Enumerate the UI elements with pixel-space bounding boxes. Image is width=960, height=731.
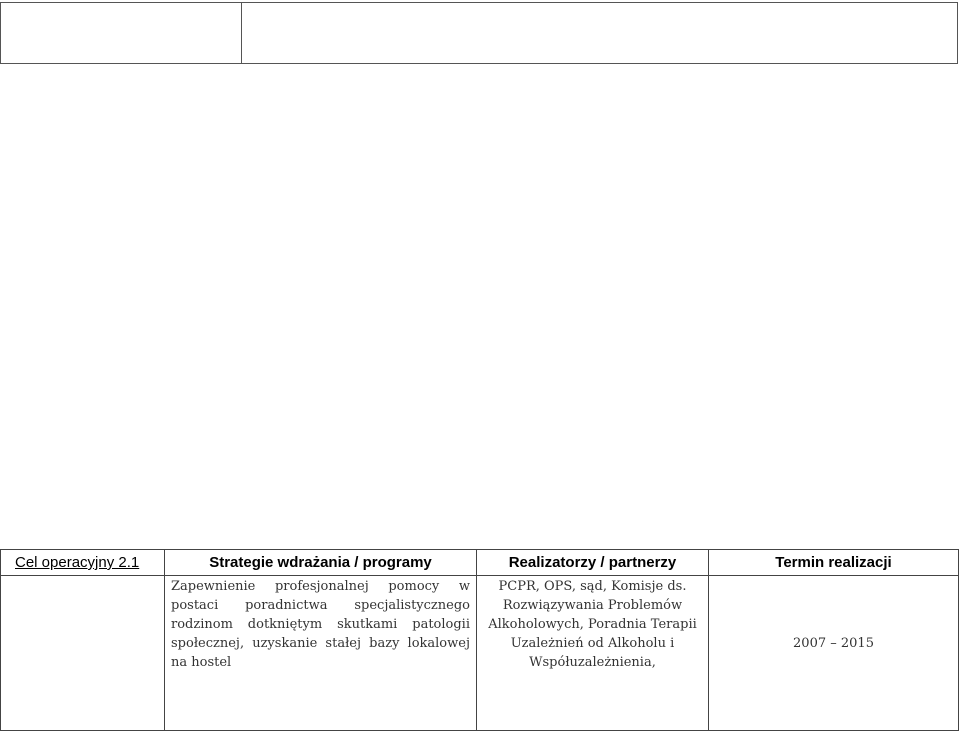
top-table-right-cell — [242, 3, 958, 64]
cell-strategy: Zapewnienie profesjonalnej pomocy w postaci poradnictwa specjalistycznego rodzinom dotkniętym skutkami patologii społecznej, uzyskanie stałej bazy lokalowej na hostel — [165, 576, 477, 731]
top-table-fragment — [0, 2, 958, 64]
partners-line: Alkoholowych, Poradnia Terapii — [488, 617, 697, 632]
header-term: Termin realizacji — [709, 550, 959, 576]
cell-partners — [477, 576, 709, 731]
operational-goal-table — [0, 549, 959, 731]
top-table-left-cell — [1, 3, 242, 64]
header-strategy: Strategie wdrażania / programy — [165, 550, 477, 576]
header-operational-goal: Cel operacyjny 2.1 — [1, 550, 165, 576]
partners-line: PCPR, OPS, sąd, Komisje ds. — [498, 579, 687, 594]
partners-line: Rozwiązywania Problemów — [502, 598, 683, 613]
cell-goal — [1, 576, 165, 731]
cell-term: 2007 – 2015 — [709, 576, 959, 731]
partners-line: Uzależnień od Alkoholu i — [510, 636, 675, 651]
partners-line: Współuzależnienia, — [529, 655, 656, 670]
table-row — [1, 576, 959, 731]
header-partners: Realizatorzy / partnerzy — [477, 550, 709, 576]
table-header-row — [1, 550, 959, 576]
